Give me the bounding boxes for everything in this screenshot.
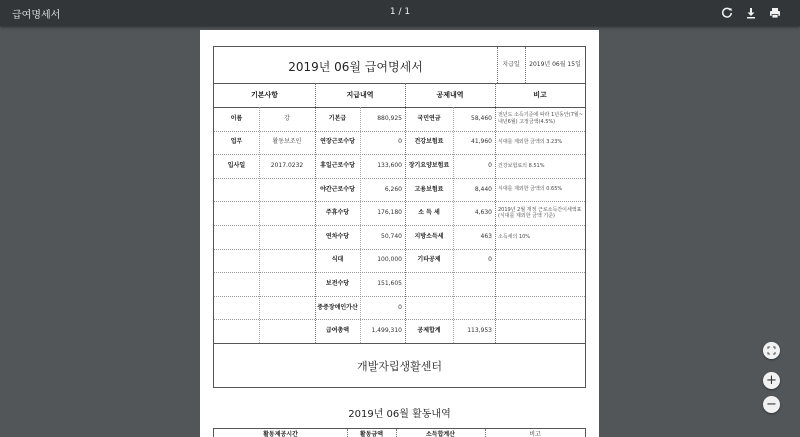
fit-to-page-icon[interactable] [763,342,780,359]
payment-value: 133,600 [377,161,402,169]
deduction-value: 113,953 [467,327,492,335]
payment-label: 연차수당 [325,232,350,240]
pay-date: 2019년 06월 15일 [529,61,581,68]
deduction-label: 고용보험료 [414,185,444,193]
document-title: 급여명세서 [12,10,61,21]
deduction-label: 지방소득세 [414,232,444,240]
payment-value: 176,180 [377,209,402,217]
basic-label: 이름 [230,114,243,122]
note-text: 소득세의 10% [498,233,531,240]
deduction-label: 건강보험료 [414,138,444,146]
payment-value: 100,000 [377,256,402,264]
payment-value: 0 [398,303,402,311]
header-payments: 지급내역 [346,90,374,99]
payment-value: 50,740 [381,232,402,240]
zoom-in-button[interactable]: + [763,372,780,389]
document-viewer[interactable] [0,26,800,437]
deduction-label: 소 득 세 [418,209,440,217]
deduction-label: 공제합계 [417,327,441,335]
payment-label: 급여총액 [325,327,350,335]
basic-value: 2017.0232 [270,161,304,169]
payment-label: 기본급 [328,114,347,122]
payment-label: 주휴수당 [325,209,350,217]
note-text: 건강보험료의 8.51% [498,162,545,169]
basic-value: 활동보조인 [272,138,302,146]
deduction-value: 0 [488,256,492,264]
note-text: 식대를 제외한 금액의 0.65% [498,186,563,193]
deduction-label: 장기요양보험료 [408,161,450,169]
payment-label: 식대 [331,256,344,264]
deduction-value: 41,960 [471,138,492,146]
pay-date-label: 지급일 [502,61,520,68]
basic-label: 업무 [230,138,243,146]
header-notes: 비고 [533,90,547,99]
activity-header-income: 소득합계산 [426,431,455,437]
header-basic: 기본사항 [250,90,279,99]
payment-label: 보전수당 [325,279,350,287]
payslip-header [214,47,585,84]
deduction-value: 58,460 [471,114,492,122]
download-icon[interactable] [744,6,758,20]
basic-value: 강 [284,114,290,122]
activity-header-amount: 활동금액 [359,431,384,437]
deduction-value: 4,630 [474,209,492,217]
payment-label: 연장근로수당 [320,138,355,146]
payment-value: 6,260 [384,185,402,193]
rotate-icon[interactable] [720,6,734,20]
pdf-page [200,30,599,437]
payment-value: 0 [398,138,402,146]
print-icon[interactable] [768,6,782,20]
header-deductions: 공제내역 [436,90,464,99]
activity-header-hours: 활동제공시간 [263,431,298,437]
payment-value: 1,499,310 [371,327,402,335]
basic-label: 입사일 [227,161,246,169]
payment-label: 중증장애인가산 [317,303,358,311]
activity-table [213,428,586,437]
note-text: 식대를 제외한 금액의 3.23% [498,139,563,146]
note-text: 전년도 소득기준에 따라 1년동안(7월~내년6월) 고정금액(4.5%) [498,112,583,125]
payment-value: 880,925 [377,114,402,122]
payment-value: 151,605 [377,279,402,287]
payment-label: 휴일근로수당 [320,161,355,169]
payslip-title: 2019년 06월 급여명세서 [288,60,423,74]
deduction-label: 국민연금 [417,114,441,122]
deduction-value: 0 [488,161,492,169]
page-indicator: 1 / 1 [389,7,411,17]
zoom-out-button[interactable]: − [763,396,780,413]
activity-header-notes: 비고 [529,431,541,437]
center-name: 개발자립생활센터 [214,343,585,388]
deduction-value: 463 [480,232,492,240]
activity-title: 2019년 06월 활동내역 [348,409,451,420]
note-text: 2019년 2월 개정 근로소득간이세액표 (식대를 제외한 금액 기준) [498,206,582,220]
payment-label: 야간근로수당 [320,185,355,193]
deduction-value: 8,440 [474,185,492,193]
pdf-toolbar [0,0,800,26]
deduction-label: 기타공제 [417,256,441,264]
payslip-table [213,46,586,388]
